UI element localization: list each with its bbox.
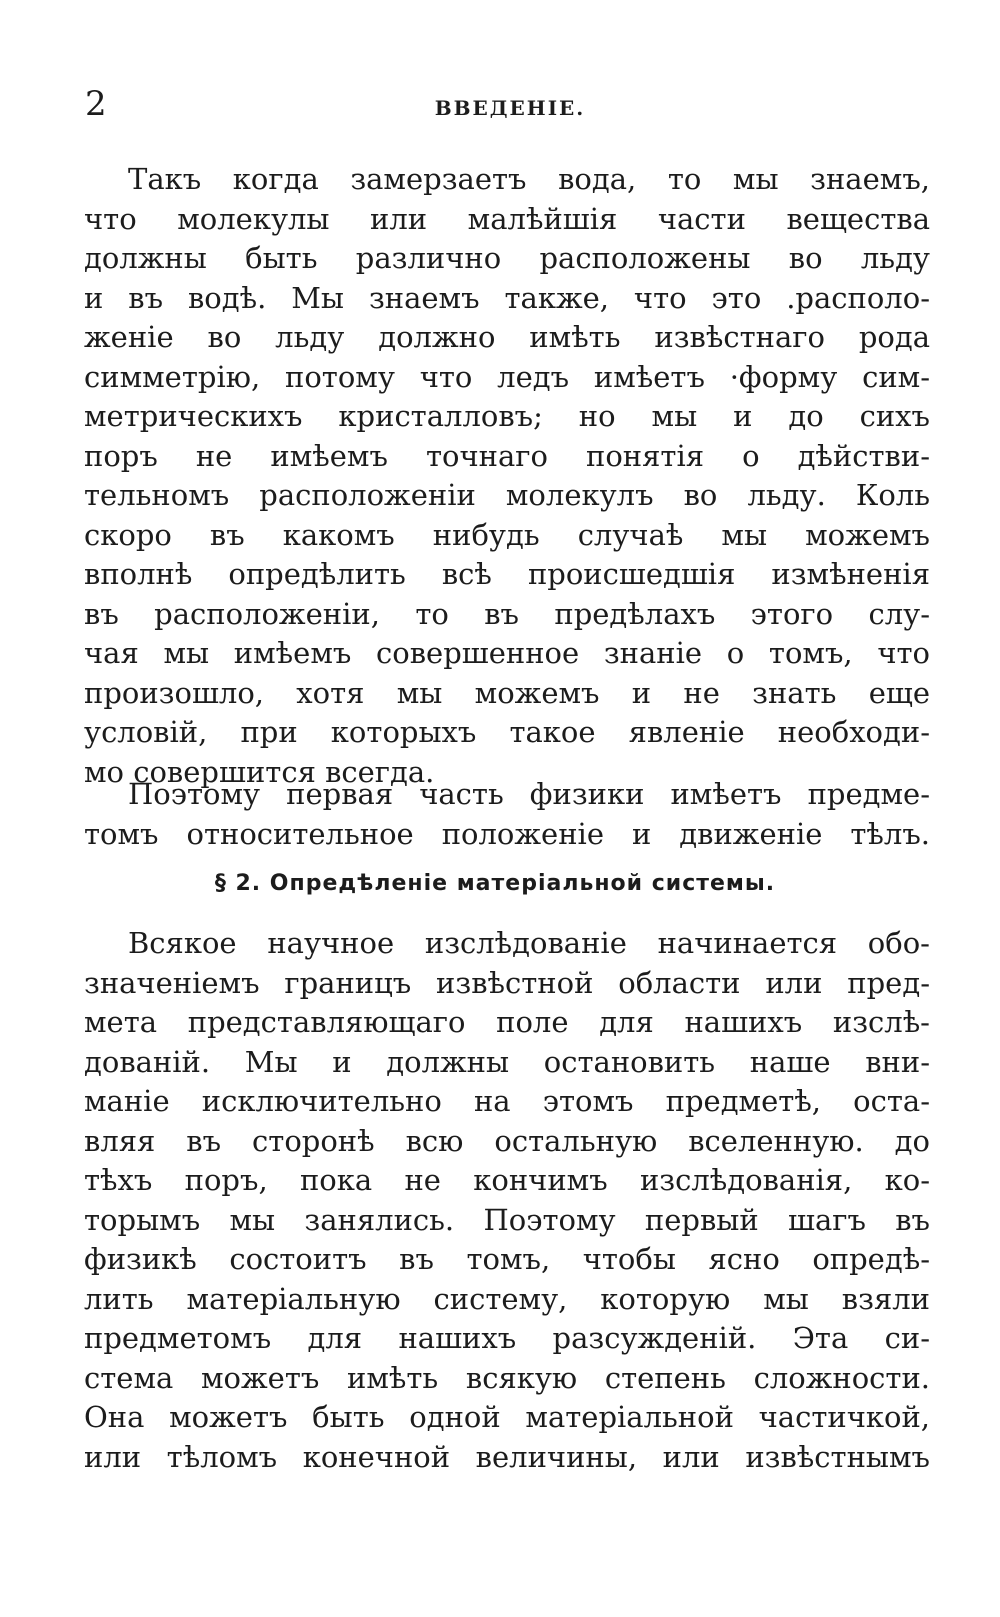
text-line: томъ относительное положеніе и движеніе тѣлъ. xyxy=(84,816,930,851)
text-line: мета представляющаго поле для нашихъ изслѣ- xyxy=(84,1005,930,1039)
text-line: Поэтому первая часть физики имѣетъ предме- xyxy=(128,777,930,811)
text-line: или тѣломъ конечной величины, или извѣстнымъ xyxy=(84,1439,930,1474)
paragraph-2 xyxy=(84,775,930,854)
text-line: вполнѣ опредѣлить всѣ происшедшія измѣненія xyxy=(84,557,930,591)
text-line: въ расположеніи, то въ предѣлахъ этого слу- xyxy=(84,596,930,631)
text-line: женіе во льду должно имѣть извѣстнаго рода xyxy=(84,320,930,354)
paragraph-1 xyxy=(84,160,930,792)
page-number: 2 xyxy=(85,84,107,124)
text-line: значеніемъ границъ извѣстной области или пред- xyxy=(84,965,930,1000)
text-line: что молекулы или малѣйшія части вещества xyxy=(84,201,930,236)
text-line: торымъ мы занялись. Поэтому первый шагъ въ xyxy=(84,1202,930,1237)
text-line: должны быть различно расположены во льду xyxy=(84,241,930,275)
section-heading: § 2. Опредѣленіе матеріальной системы. xyxy=(214,871,776,896)
text-line: Всякое научное изслѣдованіе начинается обо- xyxy=(128,926,930,960)
running-head: ВВЕДЕНІЕ. xyxy=(434,96,586,120)
text-line: мо совершится всегда. xyxy=(84,754,435,789)
text-line: условій, при которыхъ такое явленіе необходи- xyxy=(84,715,930,749)
text-line: физикѣ состоитъ въ томъ, чтобы ясно опредѣ- xyxy=(84,1242,930,1276)
text-line: и въ водѣ. Мы знаемъ также, что это .располо- xyxy=(84,280,930,315)
text-line: вляя въ сторонѣ всю остальную вселенную. до xyxy=(84,1123,930,1158)
text-line: тельномъ расположеніи молекулъ во льду. Коль xyxy=(84,478,930,512)
text-line: Такъ когда замерзаетъ вода, то мы знаемъ, xyxy=(128,162,930,196)
text-line: стема можетъ имѣть всякую степень сложности. xyxy=(84,1360,930,1395)
text-line: метрическихъ кристалловъ; но мы и до сихъ xyxy=(84,399,930,433)
paragraph-3 xyxy=(84,924,930,1477)
text-line: поръ не имѣемъ точнаго понятія о дѣйстви- xyxy=(84,438,930,473)
text-line: чая мы имѣемъ совершенное знаніе о томъ, что xyxy=(84,636,930,670)
text-line: произошло, хотя мы можемъ и не знать еще xyxy=(84,675,930,710)
text-line: Она можетъ быть одной матеріальной частичкой, xyxy=(84,1400,930,1434)
text-line: дованій. Мы и должны остановить наше вни- xyxy=(84,1044,930,1079)
text-line: скоро въ какомъ нибудь случаѣ мы можемъ xyxy=(84,517,930,552)
text-line: тѣхъ поръ, пока не кончимъ изслѣдованія, ко- xyxy=(84,1163,930,1197)
text-line: симметрію, потому что ледъ имѣетъ ·форму сим- xyxy=(84,359,930,394)
text-line: маніе исключительно на этомъ предметѣ, оста- xyxy=(84,1084,930,1118)
text-line: предметомъ для нашихъ разсужденій. Эта си- xyxy=(84,1321,930,1355)
text-line: лить матеріальную систему, которую мы взяли xyxy=(84,1281,930,1316)
